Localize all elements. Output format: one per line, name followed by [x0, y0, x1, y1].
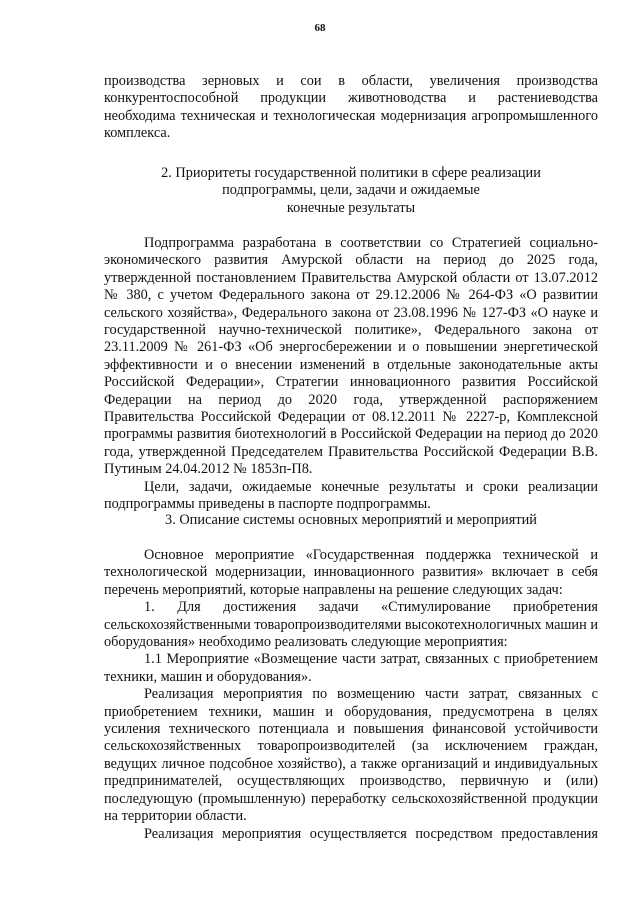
section-2-heading-line-1: 2. Приоритеты государственной политики в сфере реализации [161, 165, 541, 181]
section-2-paragraph-1: Подпрограмма разработана в соответствии со Стратегией социально-экономического развития Амурской области на период до 2025 года, утвержденной постановлением Правительства Амурской области от 13.07.2012 № 380, с учетом Федерального закона от 29.12.2006 № 264-ФЗ «О развитии сельского хозяйства», Федерального закона от 23.08.1996 № 127-ФЗ «О науке и государственной научно-технической политике», Федерального закона от 23.11.2009 № 261-ФЗ «Об энергосбережении и о повышении энергетической эффективности и о внесении изменений в отдельные законодательные акты Российской Федерации», Стратегии инновационного развития Российской Федерации на период до 2020 года, утвержденной распоряжением Правительства Российской Федерации от 08.12.2011 № 2227-р, Комплексной программы развития биотехнологий в Российской Федерации на период до 2020 года, утвержденной Председателем Правительства Российской Федерации В.В. Путиным 24.04.2012 № 1853п-П8. [104, 235, 598, 478]
section-3-paragraph-3: 1.1 Мероприятие «Возмещение части затрат, связанных с приобретением техники, машин и оборудования». [104, 651, 598, 685]
intro-paragraph-block [104, 73, 598, 143]
section-2-paragraph-2: Цели, задачи, ожидаемые конечные результаты и сроки реализации подпрограммы приведены в паспорте подпрограммы. [104, 478, 598, 513]
section-3-body [104, 547, 598, 843]
section-2-heading-line-2: подпрограммы, цели, задачи и ожидаемые [222, 182, 480, 199]
section-3-paragraph-5: Реализация мероприятия осуществляется посредством предоставления [144, 825, 598, 842]
section-2-heading [104, 165, 598, 217]
section-2-heading-line-3: конечные результаты [286, 199, 416, 216]
section-3-paragraph-1: Основное мероприятие «Государственная поддержка технической и технологической модернизации, инновационного развития» включает в себя перечень мероприятий, которые направлены на решение следующих задач: [104, 547, 598, 598]
section-3-heading: 3. Описание системы основных мероприятий и мероприятий [165, 512, 537, 528]
section-2-body [104, 235, 598, 514]
page-number: 68 [314, 22, 326, 34]
section-3-paragraph-2: 1. Для достижения задачи «Стимулирование приобретения сельскохозяйственными товаропроизводителями высокотехнологичных машин и оборудования» необходимо реализовать следующие мероприятия: [104, 599, 598, 651]
section-3-paragraph-4: Реализация мероприятия по возмещению части затрат, связанных с приобретением техники, машин и оборудования, предусмотрена в целях усиления технического потенциала и повышения финансовой устойчивости сельскохозяйственных товаропроизводителей (за исключением граждан, ведущих личное подсобное хозяйство), а также организаций и индивидуальных предпринимателей, осуществляющих производство, первичную и (или) последующую (промышленную) переработку сельскохозяйственной продукции на территории области. [104, 686, 598, 825]
intro-paragraph: производства зерновых и сои в области, увеличения производства конкурентоспособной продукции животноводства и растениеводства необходима техническая и технологическая модернизация агропромышленного комплекса. [104, 73, 598, 142]
section-3-heading-block [104, 512, 598, 529]
